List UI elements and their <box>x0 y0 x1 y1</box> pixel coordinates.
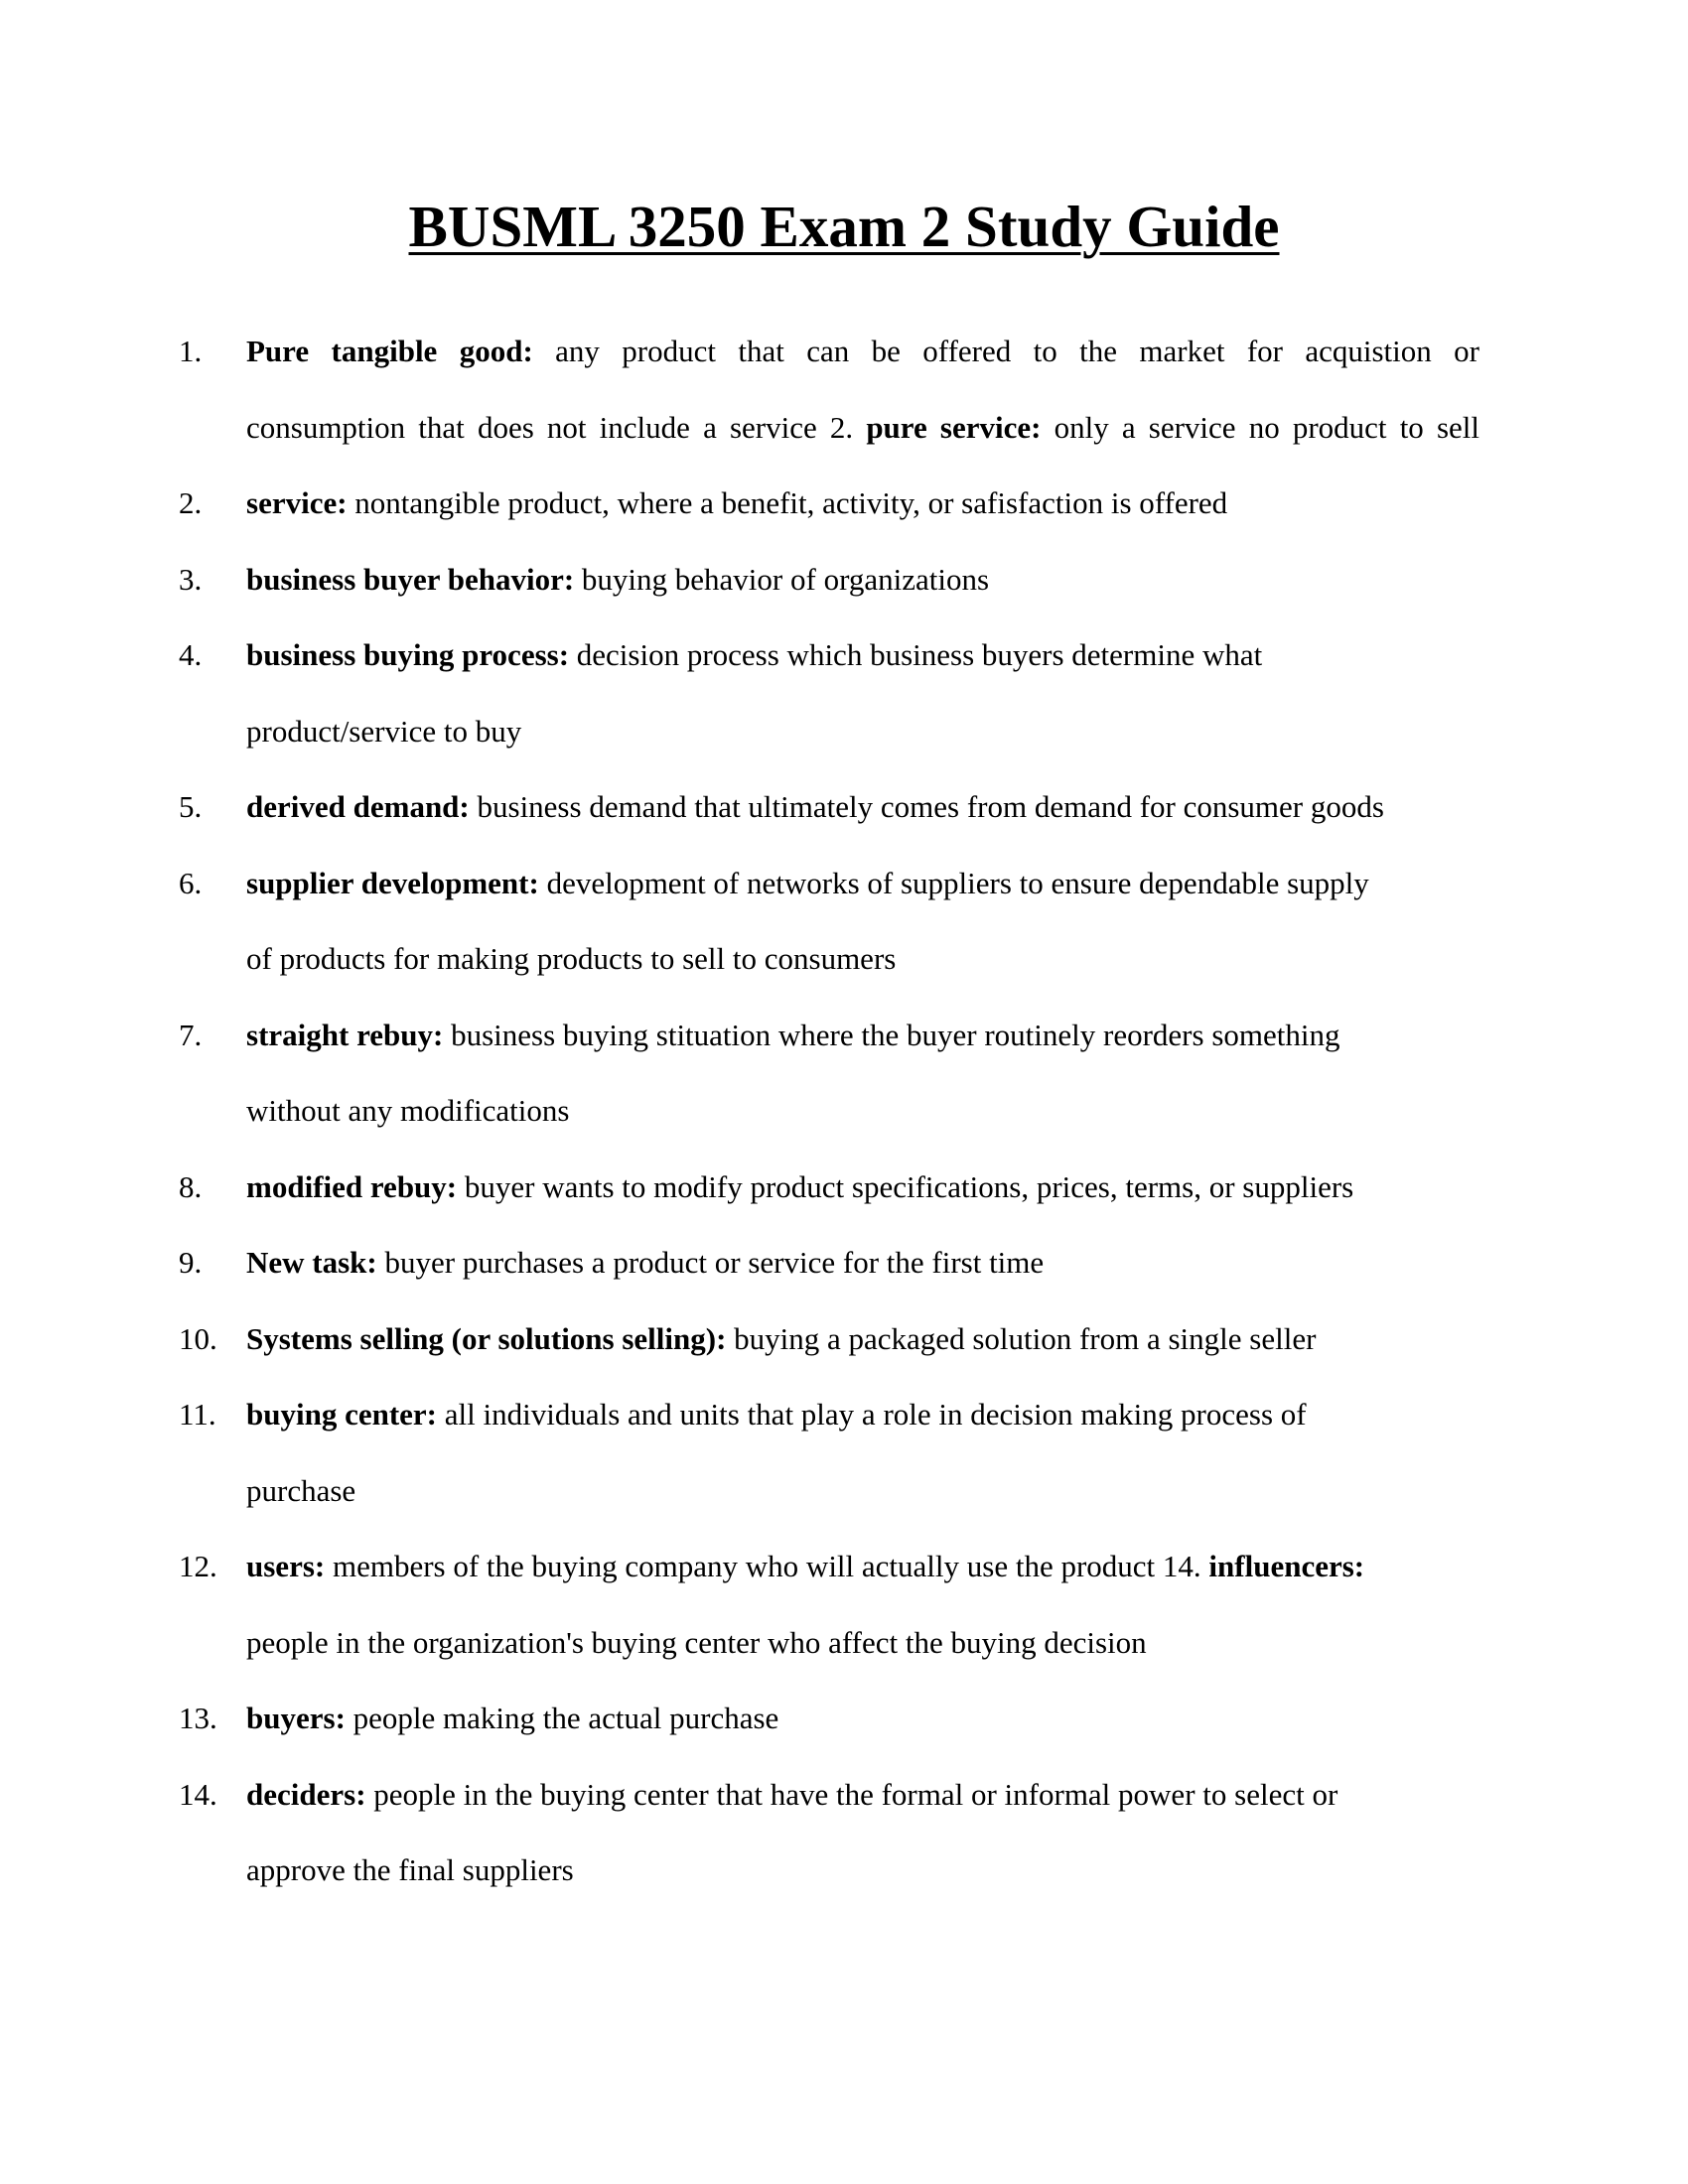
item-number: 12. <box>179 1549 217 1583</box>
item-line <box>246 694 1479 770</box>
item-line <box>246 921 1479 998</box>
item-number: 9. <box>179 1245 203 1280</box>
definition-text: people making the actual purchase <box>345 1701 779 1735</box>
definition-text: consumption that does not include a service 2. <box>246 409 867 445</box>
definition-text: purchase <box>246 1472 356 1508</box>
definition-text: buying a packaged solution from a single seller <box>726 1320 1317 1356</box>
list-item <box>179 769 1479 846</box>
term-label: deciders: <box>246 1776 366 1812</box>
term-label: New task: <box>246 1245 377 1280</box>
term-label: supplier development: <box>246 865 539 900</box>
item-number: 8. <box>179 1168 203 1204</box>
item-number: 14. <box>179 1776 217 1812</box>
list-item <box>179 314 1479 466</box>
item-line <box>246 542 1479 618</box>
item-number: 11. <box>179 1397 216 1432</box>
definition-text: all individuals and units that play a role in decision making process of <box>437 1397 1307 1432</box>
term-label: buying center: <box>246 1397 438 1432</box>
list-item <box>179 1529 1479 1681</box>
definition-text: development of networks of suppliers to ensure dependable supply <box>538 865 1369 900</box>
item-line <box>246 769 1479 846</box>
item-line <box>246 1150 1479 1226</box>
definition-text: buyer wants to modify product specifications, prices, terms, or suppliers <box>457 1168 1354 1204</box>
definition-text: buying behavior of organizations <box>574 561 990 597</box>
term-list <box>179 314 1479 1909</box>
term-label: business buyer behavior: <box>246 561 575 597</box>
item-number: 7. <box>179 1017 203 1052</box>
term-label: Pure tangible good: <box>246 334 533 368</box>
term-label: influencers: <box>1208 1549 1365 1583</box>
definition-text: members of the buying company who will actually use the product 14. <box>325 1549 1209 1583</box>
definition-text: product/service to buy <box>246 713 522 749</box>
definition-text: buyer purchases a product or service for the first time <box>376 1245 1045 1280</box>
item-number: 5. <box>179 789 203 824</box>
term-label: users: <box>246 1549 326 1583</box>
item-number: 4. <box>179 637 203 672</box>
item-line <box>246 1681 1479 1757</box>
list-item <box>179 1681 1479 1757</box>
list-item <box>179 998 1479 1150</box>
item-number: 3. <box>179 561 203 597</box>
item-line <box>246 314 1479 390</box>
item-line <box>246 1073 1479 1150</box>
item-line <box>246 1453 1479 1530</box>
list-item <box>179 466 1479 542</box>
term-label: service: <box>246 485 348 520</box>
definition-text: business buying stituation where the buyer routinely reorders something <box>443 1017 1340 1052</box>
item-number: 2. <box>179 485 203 520</box>
list-item <box>179 1757 1479 1909</box>
item-line <box>246 617 1479 694</box>
list-item <box>179 1225 1479 1301</box>
item-number: 6. <box>179 865 203 900</box>
list-item <box>179 1377 1479 1529</box>
item-number: 10. <box>179 1320 217 1356</box>
term-label: derived demand: <box>246 789 470 824</box>
term-label: straight rebuy: <box>246 1017 444 1052</box>
definition-text: without any modifications <box>246 1093 570 1128</box>
definition-text: people in the organization's buying center who affect the buying decision <box>246 1624 1147 1660</box>
definition-text: nontangible product, where a benefit, activity, or safisfaction is offered <box>347 485 1228 520</box>
item-line <box>246 1529 1479 1605</box>
item-line <box>246 998 1479 1074</box>
definition-text: any product that can be offered to the market for acquistion or <box>532 334 1479 368</box>
item-line <box>246 1757 1479 1834</box>
item-line <box>246 1377 1479 1453</box>
page-title: BUSML 3250 Exam 2 Study Guide <box>408 194 1280 259</box>
definition-text: people in the buying center that have the formal or informal power to select or <box>365 1776 1338 1812</box>
item-number: 1. <box>179 334 203 368</box>
term-label: business buying process: <box>246 637 570 672</box>
item-line <box>246 1225 1479 1301</box>
item-line <box>246 846 1479 922</box>
definition-text: only a service no product to sell <box>1041 409 1479 445</box>
item-line <box>246 390 1479 467</box>
list-item <box>179 846 1479 998</box>
term-label: modified rebuy: <box>246 1168 458 1204</box>
definition-text: business demand that ultimately comes from demand for consumer goods <box>469 789 1384 824</box>
list-item <box>179 1150 1479 1226</box>
definition-text: approve the final suppliers <box>246 1852 574 1887</box>
item-number: 13. <box>179 1701 217 1735</box>
definition-text: of products for making products to sell to consumers <box>246 941 897 976</box>
list-item <box>179 542 1479 618</box>
item-line <box>246 1605 1479 1682</box>
definition-text: decision process which business buyers determine what <box>569 637 1263 672</box>
term-label: Systems selling (or solutions selling): <box>246 1320 727 1356</box>
item-line <box>246 466 1479 542</box>
term-label: buyers: <box>246 1701 346 1735</box>
list-item <box>179 617 1479 769</box>
list-item <box>179 1301 1479 1378</box>
item-line <box>246 1833 1479 1909</box>
item-line <box>246 1301 1479 1378</box>
term-label: pure service: <box>866 409 1042 445</box>
